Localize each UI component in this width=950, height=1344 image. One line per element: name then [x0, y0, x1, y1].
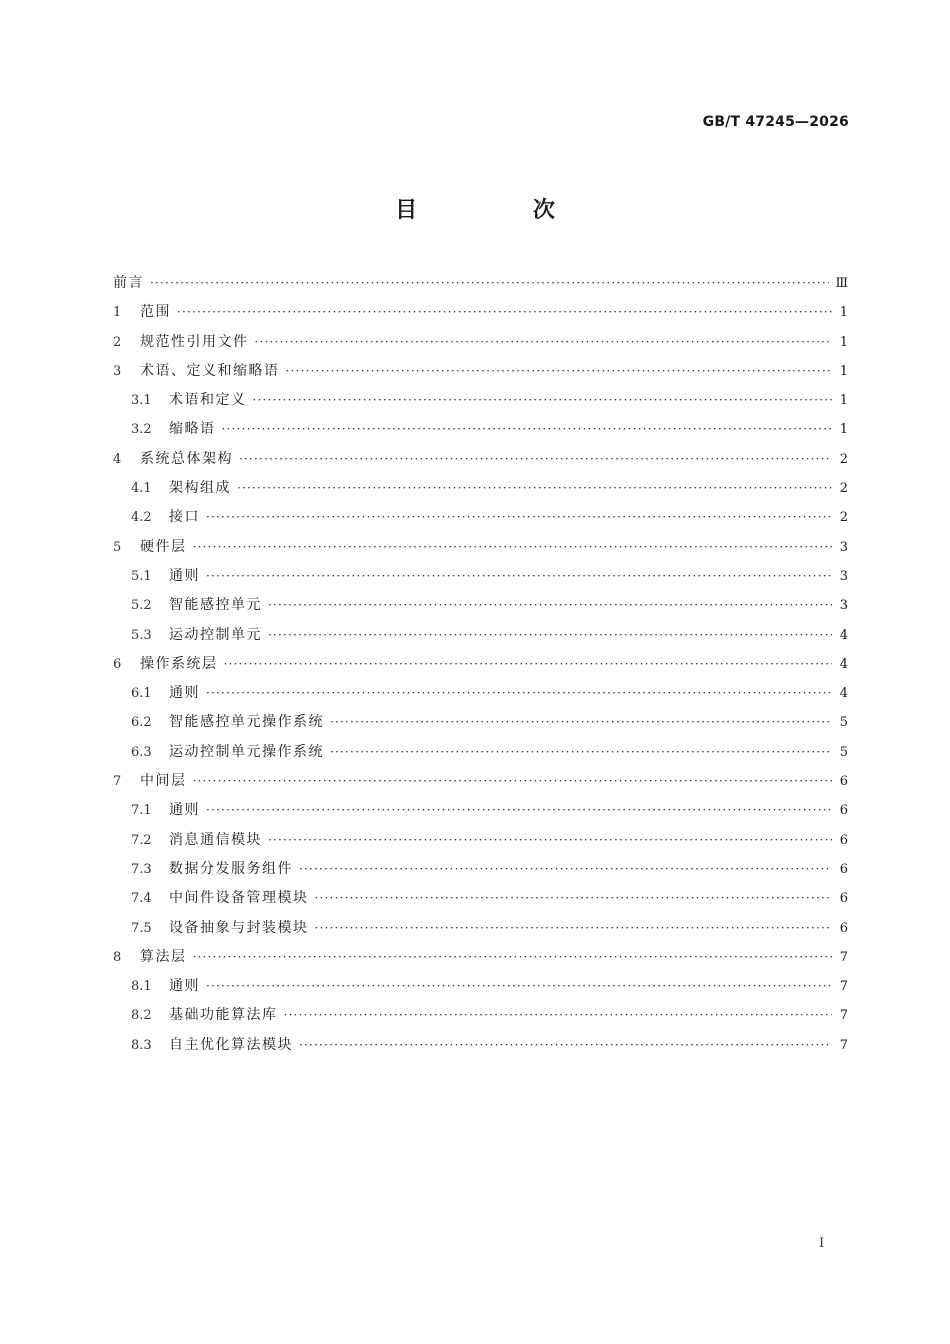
toc-entry[interactable]: [113, 386, 848, 415]
toc-entry[interactable]: [113, 708, 848, 737]
toc-entry[interactable]: [113, 1001, 848, 1030]
toc-entry-page: 3: [839, 539, 848, 555]
toc-entry-page: 2: [839, 510, 848, 526]
toc-entry-number: 6.1: [131, 686, 152, 702]
toc-entry-page: 4: [839, 656, 848, 672]
toc-entry-number: 2: [113, 334, 122, 350]
toc-entry[interactable]: [113, 738, 848, 767]
toc-entry[interactable]: [113, 621, 848, 650]
toc-entry-label: 运动控制单元操作系统: [169, 743, 324, 760]
toc-entry[interactable]: [113, 503, 848, 532]
toc-entry-number: 6: [113, 656, 122, 672]
toc-entry-label: 规范性引用文件: [140, 333, 249, 350]
toc-entry-label: 智能感控单元操作系统: [169, 714, 324, 731]
toc-entry-label: 前言: [113, 275, 144, 291]
toc-entry[interactable]: [113, 650, 848, 679]
toc-entry-number: 5.2: [131, 598, 152, 614]
toc-entry-page: 6: [839, 861, 848, 877]
toc-entry-number: 7.3: [131, 861, 152, 877]
toc-entry[interactable]: [113, 474, 848, 503]
dot-leader: [177, 298, 832, 327]
toc-entry-page: 5: [839, 744, 848, 760]
table-of-contents: [113, 269, 848, 1060]
dot-leader: [193, 767, 833, 796]
dot-leader: [299, 1031, 832, 1060]
toc-entry[interactable]: [113, 767, 848, 796]
toc-entry[interactable]: [113, 562, 848, 591]
dot-leader: [237, 474, 832, 503]
dot-leader: [286, 357, 833, 386]
dot-leader: [206, 679, 832, 708]
dot-leader: [224, 650, 833, 679]
toc-entry-label: 消息通信模块: [169, 831, 262, 848]
toc-entry-page: 7: [839, 979, 848, 995]
toc-entry-number: 5: [113, 539, 122, 555]
toc-entry-number: 4: [113, 451, 122, 467]
toc-entry-page: 5: [839, 715, 848, 731]
toc-entry-number: 7.1: [131, 803, 152, 819]
toc-entry-label: 中间件设备管理模块: [169, 890, 309, 907]
dot-leader: [206, 796, 832, 825]
toc-entry-number: 3.2: [131, 422, 152, 438]
toc-entry-page: 7: [839, 949, 848, 965]
dot-leader: [206, 503, 832, 532]
page-title: 目 次: [395, 198, 609, 223]
toc-entry[interactable]: [113, 298, 848, 327]
dot-leader: [299, 855, 832, 884]
toc-entry-page: 1: [839, 393, 848, 409]
toc-entry-number: 7.2: [131, 832, 152, 848]
toc-entry-number: 7.5: [131, 920, 152, 936]
toc-entry-label: 系统总体架构: [140, 450, 233, 467]
toc-entry[interactable]: [113, 415, 848, 444]
toc-entry-page: 4: [839, 627, 848, 643]
toc-entry[interactable]: [113, 796, 848, 825]
toc-entry-label: 架构组成: [169, 480, 231, 497]
toc-entry-number: 4.2: [131, 510, 152, 526]
toc-entry[interactable]: [113, 445, 848, 474]
toc-entry-page: 6: [839, 832, 848, 848]
dot-leader: [255, 328, 833, 357]
toc-entry[interactable]: [113, 591, 848, 620]
toc-entry-label: 范围: [140, 304, 171, 321]
dot-leader: [206, 972, 832, 1001]
toc-entry[interactable]: [113, 328, 848, 357]
toc-entry-number: 3.1: [131, 393, 152, 409]
dot-leader: [239, 445, 832, 474]
toc-entry-number: 6.3: [131, 744, 152, 760]
toc-entry-page: 1: [839, 422, 848, 438]
toc-entry-label: 操作系统层: [140, 655, 218, 672]
toc-entry-label: 数据分发服务组件: [169, 860, 293, 877]
toc-entry-page: 2: [839, 451, 848, 467]
toc-entry-number: 5.1: [131, 568, 152, 584]
toc-entry[interactable]: [113, 855, 848, 884]
standard-code: GB/T 47245—2026: [702, 114, 849, 130]
toc-entry[interactable]: [113, 533, 848, 562]
page-number: I: [819, 1236, 825, 1251]
dot-leader: [253, 386, 833, 415]
toc-entry[interactable]: [113, 914, 848, 943]
dot-leader: [330, 738, 832, 767]
toc-entry-number: 8.2: [131, 1008, 152, 1024]
toc-entry[interactable]: [113, 269, 848, 298]
toc-entry-number: 7.4: [131, 891, 152, 907]
toc-entry-page: 3: [839, 598, 848, 614]
toc-entry-label: 基础功能算法库: [169, 1007, 278, 1024]
dot-leader: [284, 1001, 833, 1030]
toc-entry-number: 8: [113, 949, 122, 965]
dot-leader: [150, 269, 829, 298]
toc-entry-number: 7: [113, 774, 122, 790]
toc-entry-label: 中间层: [140, 773, 187, 790]
dot-leader: [315, 884, 833, 913]
toc-entry-label: 通则: [169, 978, 200, 995]
toc-entry-page: 6: [839, 920, 848, 936]
toc-entry-label: 术语和定义: [169, 392, 247, 409]
toc-entry-label: 运动控制单元: [169, 626, 262, 643]
dot-leader: [315, 914, 833, 943]
dot-leader: [268, 591, 832, 620]
toc-entry[interactable]: [113, 679, 848, 708]
toc-entry[interactable]: [113, 357, 848, 386]
toc-entry-page: 3: [839, 568, 848, 584]
dot-leader: [193, 943, 833, 972]
toc-entry-page: 1: [839, 305, 848, 321]
toc-entry-label: 硬件层: [140, 538, 187, 555]
dot-leader: [268, 826, 832, 855]
toc-entry-page: 7: [839, 1008, 848, 1024]
dot-leader: [206, 562, 832, 591]
toc-entry-label: 缩略语: [169, 421, 216, 438]
toc-entry-page: 4: [839, 686, 848, 702]
toc-entry-label: 设备抽象与封装模块: [169, 919, 309, 936]
toc-entry-page: 1: [839, 363, 848, 379]
toc-entry-label: 自主优化算法模块: [169, 1036, 293, 1053]
toc-entry[interactable]: [113, 972, 848, 1001]
toc-entry-page: Ⅲ: [835, 276, 848, 291]
toc-entry-label: 智能感控单元: [169, 597, 262, 614]
toc-entry-number: 4.1: [131, 481, 152, 497]
toc-entry-page: 6: [839, 774, 848, 790]
toc-entry-number: 6.2: [131, 715, 152, 731]
toc-entry-label: 通则: [169, 685, 200, 702]
toc-entry-number: 8.1: [131, 979, 152, 995]
dot-leader: [222, 415, 833, 444]
toc-entry-label: 算法层: [140, 948, 187, 965]
toc-entry[interactable]: [113, 943, 848, 972]
toc-entry-number: 5.3: [131, 627, 152, 643]
toc-entry-page: 6: [839, 803, 848, 819]
toc-entry-label: 通则: [169, 802, 200, 819]
dot-leader: [193, 533, 833, 562]
toc-entry-number: 1: [113, 305, 122, 321]
toc-entry[interactable]: [113, 884, 848, 913]
toc-entry-page: 6: [839, 891, 848, 907]
dot-leader: [330, 708, 832, 737]
toc-entry-label: 接口: [169, 509, 200, 526]
toc-entry-page: 2: [839, 481, 848, 497]
toc-entry-label: 术语、定义和缩略语: [140, 362, 280, 379]
toc-entry-number: 3: [113, 363, 122, 379]
dot-leader: [268, 621, 832, 650]
toc-entry-page: 1: [839, 334, 848, 350]
toc-entry-page: 7: [839, 1037, 848, 1053]
toc-entry[interactable]: [113, 826, 848, 855]
toc-entry[interactable]: [113, 1031, 848, 1060]
toc-entry-label: 通则: [169, 567, 200, 584]
toc-entry-number: 8.3: [131, 1037, 152, 1053]
